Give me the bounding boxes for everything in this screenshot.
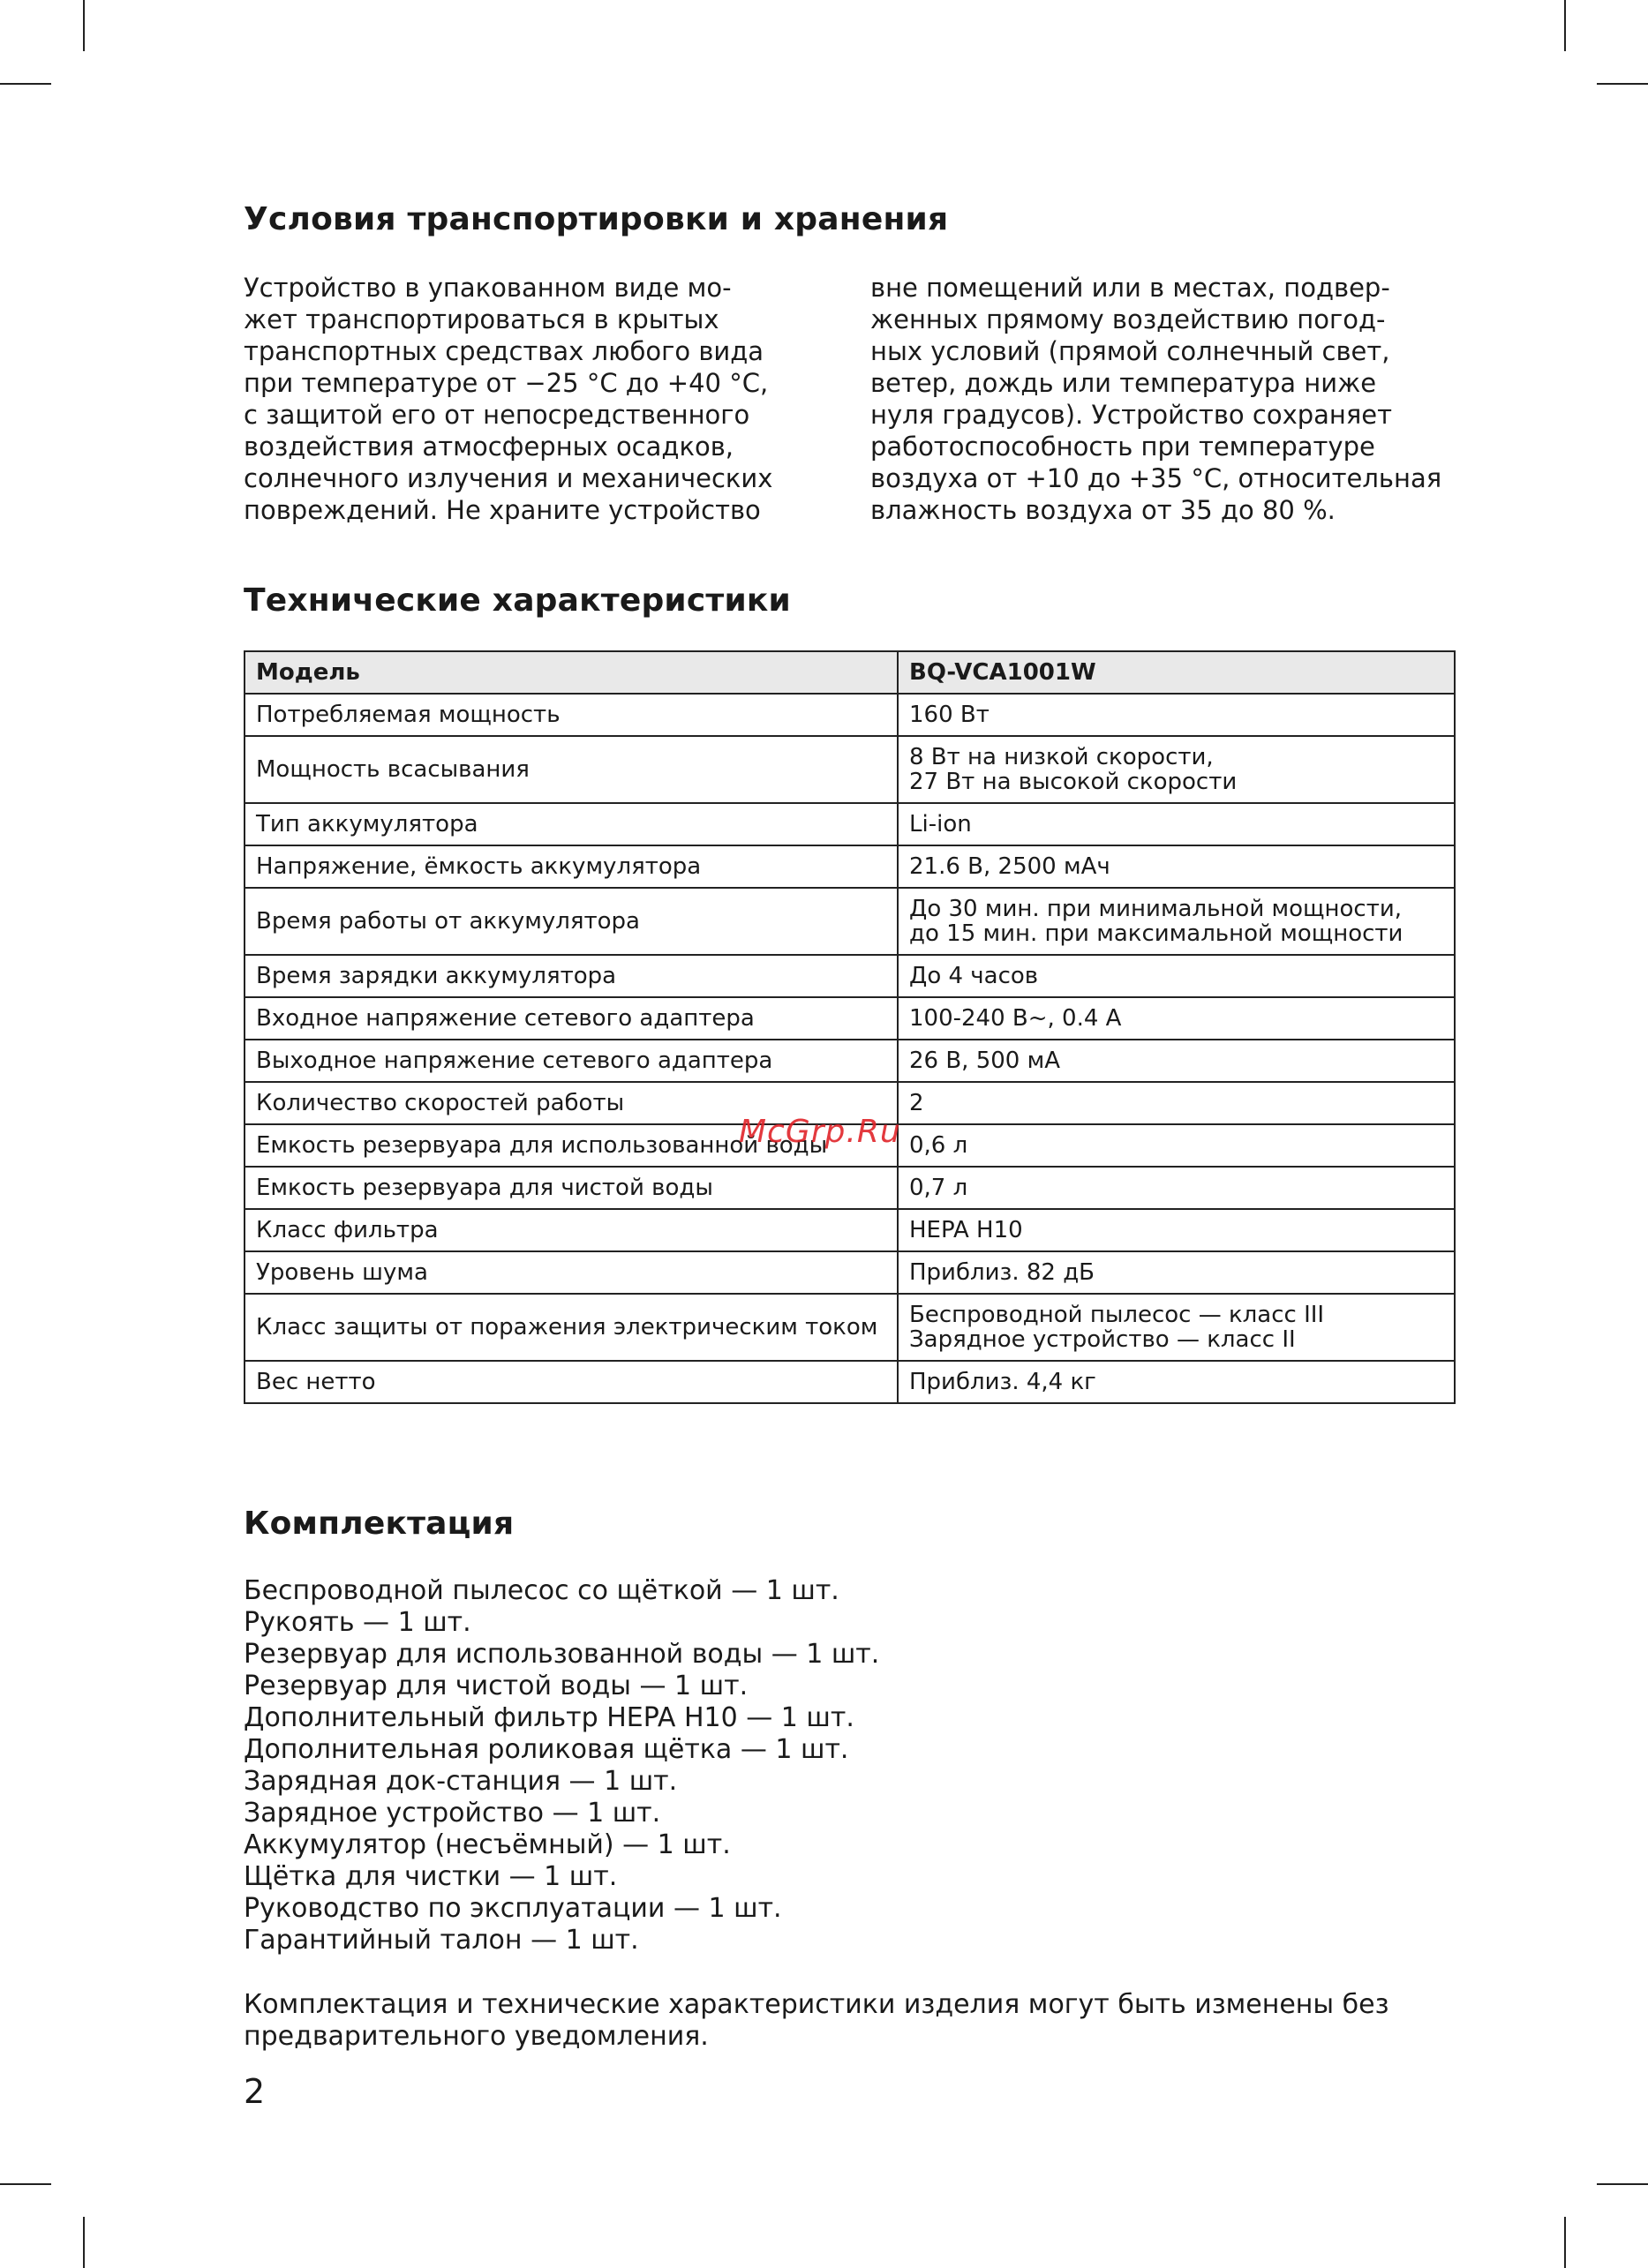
table-cell-value: 0,6 л <box>898 1124 1455 1167</box>
table-cell-key: Напряжение, ёмкость аккумулятора <box>245 845 898 888</box>
page-number: 2 <box>244 2072 266 2111</box>
table-cell-value: 26 В, 500 мА <box>898 1040 1455 1082</box>
list-item: Резервуар для чистой воды — 1 шт. <box>244 1671 749 1701</box>
table-cell-value: 160 Вт <box>898 694 1455 736</box>
table-cell-value: До 30 мин. при минимальной мощности, до 15 мин. при максимальной мощности <box>898 888 1455 955</box>
list-item: Зарядное устройство — 1 шт. <box>244 1798 661 1829</box>
table-cell-key: Количество скоростей работы <box>245 1082 898 1124</box>
table-cell-value: BQ-VCA1001W <box>898 651 1455 694</box>
list-item: Резервуар для использованной воды — 1 шт. <box>244 1639 880 1670</box>
table-cell-value: HEPA H10 <box>898 1209 1455 1251</box>
kit-list <box>244 1575 879 1956</box>
table-cell-key: Потребляемая мощность <box>245 694 898 736</box>
table-cell-key: Время работы от аккумулятора <box>245 888 898 955</box>
list-item: Руководство по эксплуатации — 1 шт. <box>244 1893 782 1924</box>
table-row <box>245 845 1455 888</box>
table-row <box>245 1251 1455 1294</box>
table-cell-key: Тип аккумулятора <box>245 803 898 845</box>
list-item: Рукоять — 1 шт. <box>244 1607 471 1638</box>
transport-text-col2: вне помещений или в местах, подвер- женных прямому воздействию погод- ных условий (прямой солнечный свет, ветер, дождь или температура ниже нуля градусов). Устройство сохраняет работоспособность при температуре воздуха от +10 до +35 °C, относительная влажность воздуха от 35 до 80 %. <box>870 273 1442 525</box>
transport-text-col1: Устройство в упакованном виде мо- жет транспортироваться в крытых транспортных средствах любого вида при температуре от −25 °C до +40 °C, с защитой его от непосредственного воздействия атмосферных осадков, солнечного излучения и механических повреждений. Не храните устройство <box>244 273 773 525</box>
table-row <box>245 694 1455 736</box>
crop-mark <box>0 83 51 85</box>
table-cell-key: Уровень шума <box>245 1251 898 1294</box>
table-cell-key: Емкость резервуара для использованной воды <box>245 1124 898 1167</box>
table-row <box>245 1361 1455 1403</box>
crop-mark <box>1564 0 1566 51</box>
list-item: Беспроводной пылесос со щёткой — 1 шт. <box>244 1575 839 1606</box>
table-row <box>245 1167 1455 1209</box>
crop-mark <box>83 2217 85 2268</box>
kit-heading: Комплектация <box>244 1506 515 1542</box>
table-cell-key: Вес нетто <box>245 1361 898 1403</box>
table-cell-key: Время зарядки аккумулятора <box>245 955 898 997</box>
list-item: Зарядная док-станция — 1 шт. <box>244 1766 678 1797</box>
list-item: Аккумулятор (несъёмный) — 1 шт. <box>244 1829 731 1860</box>
table-cell-key: Модель <box>245 651 898 694</box>
table-row <box>245 1294 1455 1361</box>
table-cell-key: Мощность всасывания <box>245 736 898 803</box>
table-cell-value: Беспроводной пылесос — класс III Зарядное устройство — класс II <box>898 1294 1455 1361</box>
table-row <box>245 736 1455 803</box>
crop-mark <box>83 0 85 51</box>
crop-mark <box>1597 2183 1648 2185</box>
crop-mark <box>1564 2217 1566 2268</box>
table-cell-value: 100-240 В~, 0.4 А <box>898 997 1455 1040</box>
table-cell-value: До 4 часов <box>898 955 1455 997</box>
table-cell-key: Класс защиты от поражения электрическим током <box>245 1294 898 1361</box>
table-cell-value: 8 Вт на низкой скорости, 27 Вт на высокой скорости <box>898 736 1455 803</box>
specs-table <box>244 650 1456 1404</box>
table-cell-key: Емкость резервуара для чистой воды <box>245 1167 898 1209</box>
watermark: McGrp.Ru <box>739 1114 901 1150</box>
table-cell-key: Входное напряжение сетевого адаптера <box>245 997 898 1040</box>
table-cell-value: Приблиз. 4,4 кг <box>898 1361 1455 1403</box>
table-row <box>245 997 1455 1040</box>
specs-heading: Технические характеристики <box>244 582 791 619</box>
kit-note: Комплектация и технические характеристики изделия могут быть изменены без предварительного уведомления. <box>244 1989 1389 2052</box>
list-item: Гарантийный талон — 1 шт. <box>244 1925 639 1956</box>
crop-mark <box>0 2183 51 2185</box>
list-item: Дополнительная роликовая щётка — 1 шт. <box>244 1734 849 1765</box>
list-item: Дополнительный фильтр HEPA H10 — 1 шт. <box>244 1702 854 1733</box>
crop-mark <box>1597 83 1648 85</box>
table-cell-value: 21.6 В, 2500 мАч <box>898 845 1455 888</box>
table-cell-value: 2 <box>898 1082 1455 1124</box>
table-cell-key: Выходное напряжение сетевого адаптера <box>245 1040 898 1082</box>
table-cell-value: 0,7 л <box>898 1167 1455 1209</box>
table-row <box>245 803 1455 845</box>
table-cell-value: Приблиз. 82 дБ <box>898 1251 1455 1294</box>
table-cell-value: Li-ion <box>898 803 1455 845</box>
table-row <box>245 1040 1455 1082</box>
transport-heading: Условия транспортировки и хранения <box>244 201 949 237</box>
list-item: Щётка для чистки — 1 шт. <box>244 1861 618 1892</box>
table-row <box>245 1209 1455 1251</box>
table-cell-key: Класс фильтра <box>245 1209 898 1251</box>
table-row <box>245 955 1455 997</box>
table-row <box>245 888 1455 955</box>
table-header-row <box>245 651 1455 694</box>
